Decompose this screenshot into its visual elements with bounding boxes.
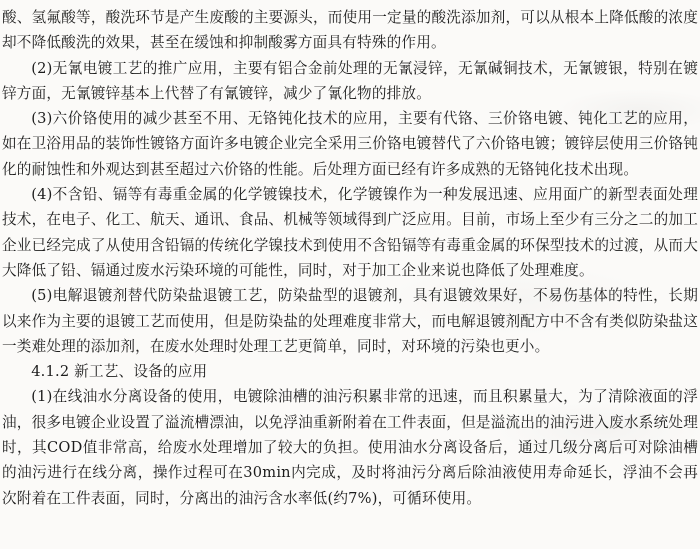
paragraph-item-5: (5)电解退镀剂替代防染盐退镀工艺，防染盐型的退镀剂，具有退镀效果好，不易伤基体的特性，长期以来作为主要的退镀工艺而使用，但是防染盐的处理难度非常大，而电解退镀剂配方中不含有类似防染盐这一类难处理的添加剂，在废水处理时处理工艺更简单，同时，对环境的污染也更小。 bbox=[2, 287, 698, 355]
paragraph-item-1: (1)在线油水分离设备的使用，电镀除油槽的油污积累非常的迅速，而且积累量大，为了清除液面的浮油，很多电镀企业设置了溢流槽漂油，以免浮油重新附着在工件表面，但是溢流出的油污进入废水系统处理时，其COD值非常高，给废水处理增加了较大的负担。使用油水分离设备后，通过几级分离后可对除油槽的油污进行在线分离，操作过程可在30min内完成，及时将油污分离后除油液使用寿命延长，浮油不会再次附着在工件表面，同时，分离出的油污含水率低(约7%)，可循环使用。 bbox=[2, 388, 698, 507]
paragraph-item-2: (2)无氰电镀工艺的推广应用，主要有铝合金前处理的无氰浸锌，无氰碱铜技术，无氰镀银，特别在镀锌方面，无氰镀锌基本上代替了有氰镀锌，减少了氰化物的排放。 bbox=[2, 59, 698, 102]
document-body bbox=[2, 5, 698, 511]
paragraph-item-3: (3)六价铬使用的减少甚至不用、无铬钝化技术的应用，主要有代铬、三价铬电镀、钝化工艺的应用，如在卫浴用品的装饰性镀铬方面许多电镀企业完全采用三价铬电镀替代了六价铬电镀；镀锌层使用三价铬钝化的耐蚀性和外观达到甚至超过六价铬的性能。后处理方面已经有许多成熟的无铬钝化技术出现。 bbox=[2, 110, 698, 178]
paragraph-continuation: 酸、氢氟酸等，酸洗环节是产生废酸的主要源头，而使用一定量的酸洗添加剂，可以从根本上降低酸的浓度却不降低酸洗的效果，甚至在缓蚀和抑制酸雾方面具有特殊的作用。 bbox=[2, 9, 698, 52]
paragraph-item-4: (4)不含铅、镉等有毒重金属的化学镀镍技术，化学镀镍作为一种发展迅速、应用面广的新型表面处理技术，在电子、化工、航天、通讯、食品、机械等领域得到广泛应用。目前，市场上至少有三分之二的加工企业已经完成了从使用含铅镉的传统化学镍技术到使用不含铅镉等有毒重金属的环保型技术的过渡，从而大大降低了铅、镉通过废水污染环境的可能性，同时，对于加工企业来说也降低了处理难度。 bbox=[2, 186, 698, 279]
section-heading: 4.1.2 新工艺、设备的应用 bbox=[31, 363, 208, 381]
